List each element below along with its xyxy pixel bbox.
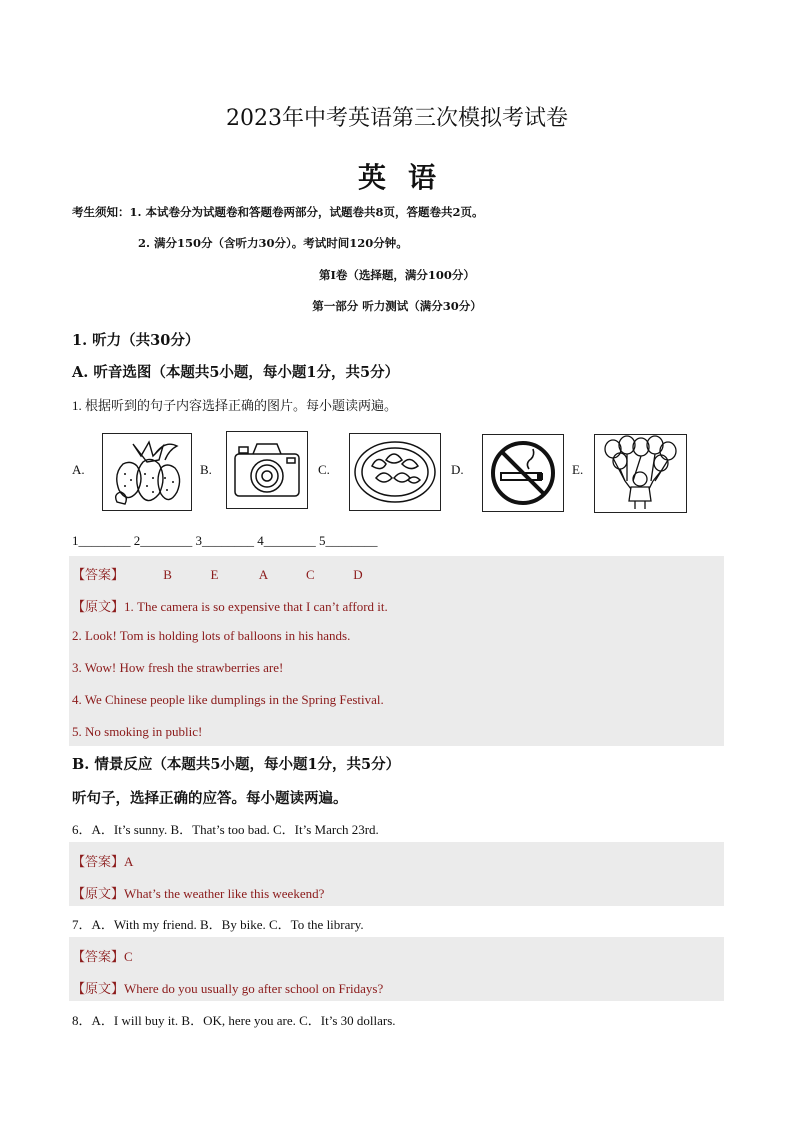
script-row-6 (72, 883, 324, 902)
answer-4: C (306, 567, 315, 582)
answer-block-a (69, 556, 724, 746)
strawberries-icon (102, 433, 192, 511)
script-line-5: 5. No smoking in public! (72, 724, 203, 739)
subject-title: 英语 (357, 161, 458, 194)
answer-6: A (124, 854, 134, 869)
script-7: Where do you usually go after school on Fridays? (124, 981, 384, 996)
script-text-1: 1. The camera is so expensive that I can’t afford it. (124, 599, 388, 614)
answer-row-a (72, 564, 363, 583)
notice-line-2: 2. 满分150分（含听力30分）。考试时间120分钟。 (138, 236, 408, 250)
question-6: 6．A．It’s sunny. B．That’s too bad. C．It’s March 23rd. (72, 822, 379, 837)
picture-label-e: E. (572, 462, 584, 477)
answer-5: D (353, 567, 363, 582)
picture-label-a: A. (72, 462, 85, 477)
boy-with-balloons-icon (594, 434, 687, 513)
camera-icon (226, 431, 308, 509)
part-heading: 第一部分 听力测试（满分30分） (312, 299, 482, 313)
section-a-instruction: 1. 根据听到的句子内容选择正确的图片。每小题读两遍。 (72, 398, 398, 413)
picture-label-d: D. (451, 462, 464, 477)
question-8: 8．A．I will buy it. B．OK, here you are. C．It’s 30 dollars. (72, 1013, 396, 1028)
section-b-instruction: 听句子，选择正确的应答。每小题读两遍。 (72, 790, 348, 807)
section-heading: 1. 听力（共30分） (72, 332, 200, 349)
answer-blanks: 1________ 2________ 3________ 4________ 5________ (72, 533, 378, 548)
section-b-heading: B. 情景反应（本题共5小题，每小题1分，共5分） (72, 756, 401, 773)
script-label: 【原文】 (72, 599, 125, 614)
volume-heading: 第I卷（选择题，满分100分） (319, 268, 475, 282)
answer-label: 【答案】 (72, 567, 125, 582)
no-smoking-icon (482, 434, 564, 512)
answer-2: E (210, 567, 219, 582)
script-label: 【原文】 (72, 886, 125, 901)
script-line-2: 2. Look! Tom is holding lots of balloons in his hands. (72, 628, 351, 643)
script-row-7 (72, 978, 383, 997)
picture-label-b: B. (200, 462, 212, 477)
answer-row-7 (72, 946, 133, 965)
answer-label: 【答案】 (72, 949, 125, 964)
script-line-3: 3. Wow! How fresh the strawberries are! (72, 660, 284, 675)
answer-3: A (258, 567, 269, 582)
picture-label-c: C. (318, 462, 330, 477)
question-7: 7．A．With my friend. B．By bike. C．To the library. (72, 917, 364, 932)
dumplings-plate-icon (349, 433, 441, 511)
notice-line-1: 考生须知：1. 本试卷分为试题卷和答题卷两部分，试题卷共8页，答题卷共2页。 (72, 205, 484, 219)
script-6: What’s the weather like this weekend? (124, 886, 325, 901)
script-line-4: 4. We Chinese people like dumplings in the Spring Festival. (72, 692, 384, 707)
exam-title: 2023年中考英语第三次模拟考试卷 (226, 106, 568, 131)
answer-7: C (124, 949, 133, 964)
answer-label: 【答案】 (72, 854, 125, 869)
section-a-heading: A. 听音选图（本题共5小题，每小题1分，共5分） (72, 364, 400, 381)
script-label: 【原文】 (72, 981, 125, 996)
answer-row-6 (72, 851, 133, 870)
answer-1: B (163, 567, 172, 582)
script-line-1 (72, 596, 388, 615)
